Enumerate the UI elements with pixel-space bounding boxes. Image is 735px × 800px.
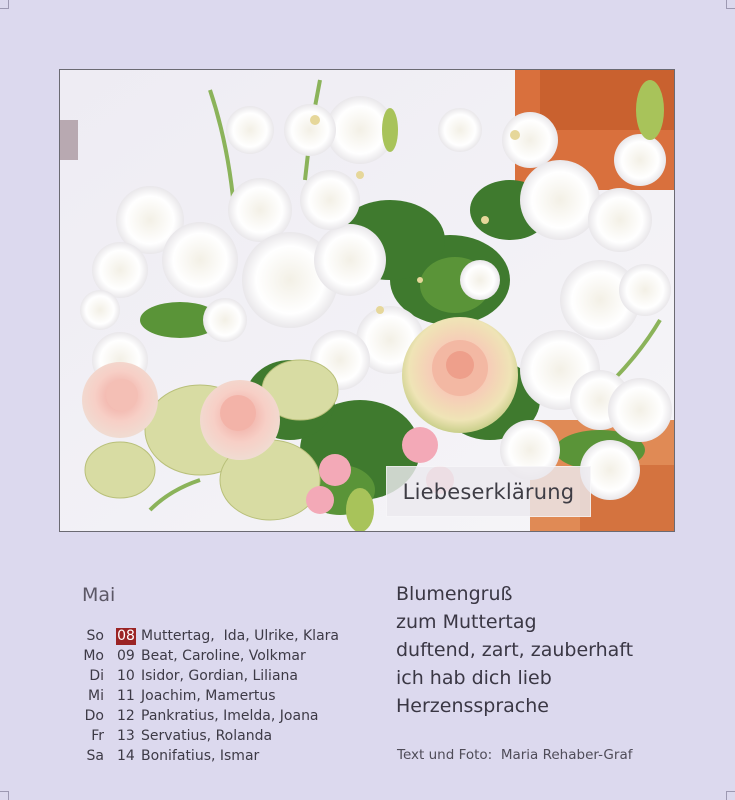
name-days: Servatius, Rolanda [141, 728, 273, 744]
name-days: Pankratius, Imelda, Joana [141, 708, 319, 724]
date-number: 11 [117, 688, 135, 704]
calendar-list [76, 626, 376, 766]
weekday-label: Do [84, 708, 104, 724]
date-number: 10 [117, 668, 135, 684]
calendar-row [76, 726, 376, 746]
name-days: Muttertag, Ida, Ulrike, Klara [141, 628, 339, 644]
crop-mark-bottom-left [0, 791, 9, 800]
name-days: Bonifatius, Ismar [141, 748, 260, 764]
calendar-row [76, 706, 376, 726]
flower-bouquet-photo [59, 69, 675, 532]
name-days: Joachim, Mamertus [141, 688, 276, 704]
weekday-label: Mo [83, 648, 104, 664]
weekday-label: Di [89, 668, 104, 684]
calendar-row [76, 686, 376, 706]
weekday-label: Sa [86, 748, 104, 764]
date-number: 13 [117, 728, 135, 744]
crop-mark-top-left [0, 0, 9, 9]
month-title: Mai [82, 584, 116, 606]
poem-line: Blumengruß [396, 583, 513, 605]
date-number: 09 [117, 648, 135, 664]
calendar-row [76, 746, 376, 766]
weekday-label: Fr [91, 728, 104, 744]
calendar-row [76, 626, 376, 646]
poem-line: duftend, zart, zauberhaft [396, 639, 634, 661]
name-days: Isidor, Gordian, Liliana [141, 668, 298, 684]
credit-author: Maria Rehaber-Graf [500, 747, 633, 763]
photo-credit [397, 747, 632, 763]
poem-line: Herzenssprache [396, 695, 549, 717]
date-number-highlighted: 08 [117, 628, 135, 644]
calendar-row [76, 666, 376, 686]
weekday-label: Mi [88, 688, 104, 704]
crop-mark-bottom-right [726, 791, 735, 800]
photo-caption: Liebeserklärung [386, 466, 591, 517]
credit-label: Text und Foto: [397, 747, 493, 763]
flower-bouquet-illustration [60, 70, 674, 531]
date-number: 14 [117, 748, 135, 764]
name-days: Beat, Caroline, Volkmar [141, 648, 306, 664]
poem-line: zum Muttertag [396, 611, 537, 633]
date-number: 12 [117, 708, 135, 724]
poem-line: ich hab dich lieb [396, 667, 552, 689]
crop-mark-top-right [726, 0, 735, 9]
poem [396, 580, 716, 720]
weekday-label: So [86, 628, 104, 644]
calendar-row [76, 646, 376, 666]
